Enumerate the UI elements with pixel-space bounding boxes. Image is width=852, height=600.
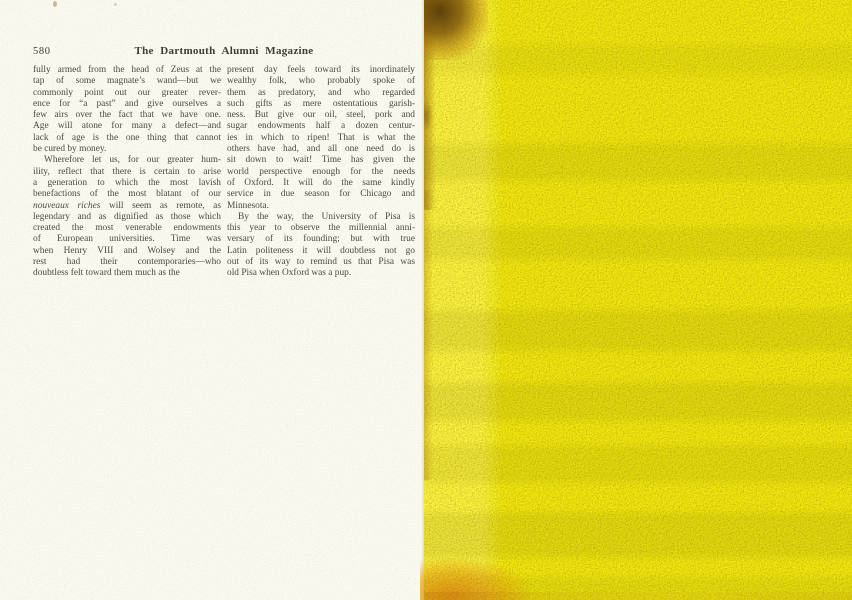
text-line: present day feels toward its inordinately bbox=[227, 65, 415, 75]
text-line: be cured by money. bbox=[33, 144, 107, 155]
text-line: tap of some magnate’s wand—but we bbox=[33, 76, 221, 87]
text-line: few airs over the fact that we have one. bbox=[33, 110, 221, 121]
text-line: created the most venerable endowments bbox=[33, 223, 221, 234]
magazine-title: The Dartmouth Alumni Magazine bbox=[134, 45, 314, 57]
text-line: of European universities. Time was bbox=[33, 234, 221, 245]
text-line: this year to observe the millennial anni- bbox=[227, 223, 415, 234]
text-line: wealthy folk, who probably spoke of bbox=[227, 76, 415, 87]
text-line: world perspective enough for the needs bbox=[227, 166, 415, 177]
scan-banding bbox=[424, 0, 852, 600]
text-line: nouveaux riches will seem as remote, as bbox=[33, 200, 221, 211]
text-line: others have had, and all one need do is bbox=[227, 144, 415, 155]
left-page bbox=[0, 0, 424, 600]
text-line: commonly point out our greater rever- bbox=[33, 87, 221, 98]
bottom-edge-shading bbox=[424, 592, 852, 600]
text-line: of Oxford. It will do the same kindly bbox=[227, 177, 415, 188]
text-line: a generation to which the most lavish bbox=[33, 177, 221, 188]
text-line: them as predatory, and who regarded bbox=[227, 87, 415, 98]
text-line: Minnesota. bbox=[227, 200, 269, 211]
text-line: benefactions of the most blatant of our bbox=[33, 189, 221, 200]
text-line: fully armed from the head of Zeus at the bbox=[33, 65, 221, 75]
text-line: rest had their contemporaries—who bbox=[33, 257, 221, 268]
italic-phrase: nouveaux riches bbox=[33, 200, 101, 211]
text-line: sugar endowments half a dozen centur- bbox=[227, 121, 415, 132]
text-line: ence for “a past” and give ourselves a bbox=[33, 98, 221, 109]
text-line: doubtless felt toward them much as the bbox=[33, 268, 180, 279]
text-line: versary of its founding; but with true bbox=[227, 234, 415, 245]
text-line: out of its way to remind us that Pisa was bbox=[227, 257, 415, 268]
text-line: such gifts as mere ostentatious garish- bbox=[227, 98, 415, 109]
text-line: sit down to wait! Time has given the bbox=[227, 155, 415, 166]
right-page-yellow-endpaper bbox=[424, 0, 852, 600]
text-line: By the way, the University of Pisa is bbox=[238, 211, 415, 222]
text-line: when Henry VIII and Wolsey and the bbox=[33, 245, 221, 256]
gutter-shadow-mid bbox=[424, 190, 433, 480]
page-number: 580 bbox=[33, 46, 51, 57]
ink-blot-top bbox=[424, 0, 488, 60]
text-line: legendary and as dignified as those which bbox=[33, 211, 221, 222]
text-line: ies in which to ripen! That is what the bbox=[227, 132, 415, 143]
text-line: ility, reflect that there is certain to arise bbox=[33, 166, 221, 177]
running-head bbox=[33, 45, 415, 59]
paragraph bbox=[227, 212, 415, 280]
paragraph bbox=[227, 65, 415, 212]
text-line: service in due season for Chicago and bbox=[227, 189, 415, 200]
paragraph bbox=[33, 65, 221, 155]
paragraph bbox=[33, 155, 221, 279]
text-line: Latin politeness it will doubtless not go bbox=[227, 245, 415, 256]
gutter-stain-knot bbox=[424, 100, 433, 132]
text-line: old Pisa when Oxford was a pup. bbox=[227, 268, 352, 279]
text-column-right bbox=[227, 65, 415, 280]
paper-speck bbox=[114, 3, 117, 6]
ink-speck bbox=[53, 1, 57, 7]
text-block bbox=[33, 65, 415, 280]
text-column-left bbox=[33, 65, 221, 280]
text-line: ness. But give our oil, steel, pork and bbox=[227, 110, 415, 121]
text-line: lack of age is the one thing that cannot bbox=[33, 132, 221, 143]
text-line: Age will atone for many a defect—and bbox=[33, 121, 221, 132]
text-line: Wherefore let us, for our greater hum- bbox=[44, 155, 221, 166]
